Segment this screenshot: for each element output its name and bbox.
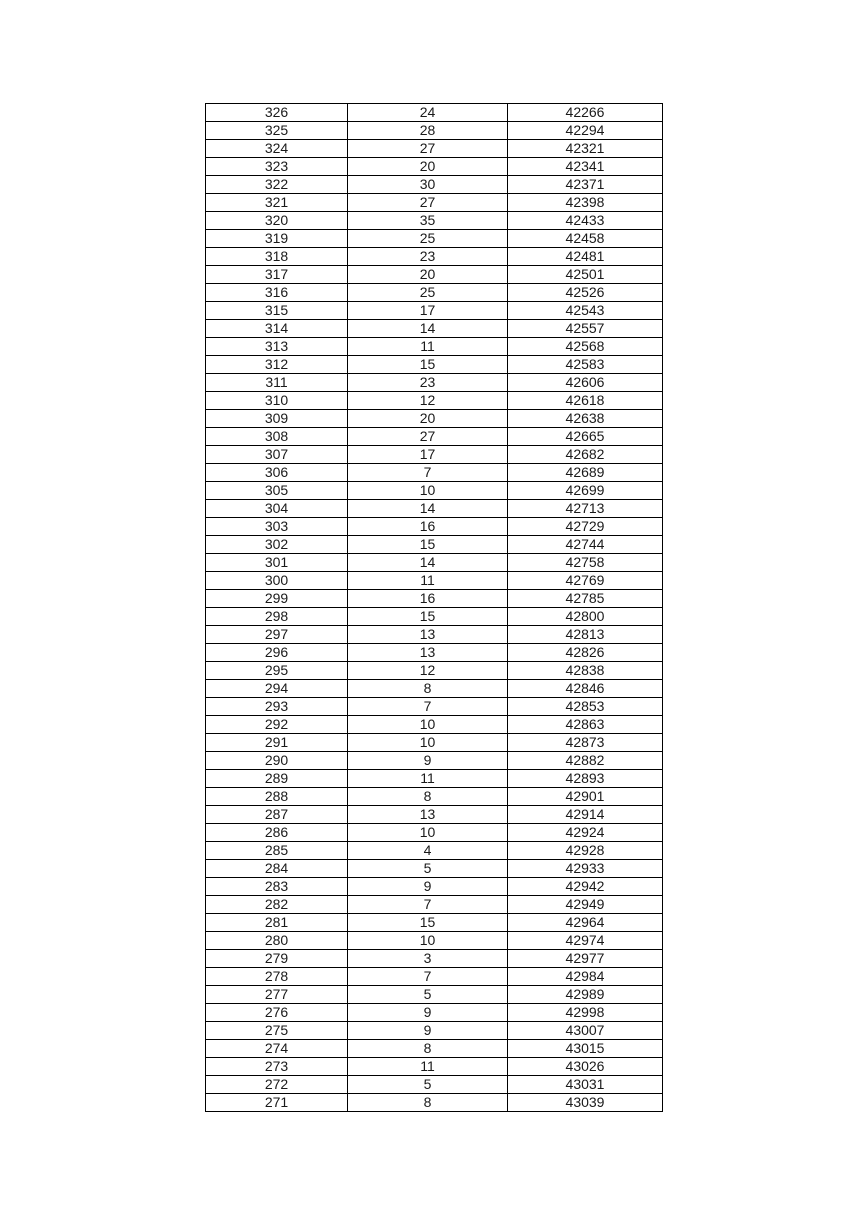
table-cell: 42974 [508,932,663,950]
data-table [205,103,663,1112]
table-row [206,572,663,590]
table-row [206,932,663,950]
table-cell: 324 [206,140,348,158]
table-cell: 11 [348,338,508,356]
table-row [206,428,663,446]
table-cell: 4 [348,842,508,860]
table-cell: 42501 [508,266,663,284]
table-cell: 16 [348,590,508,608]
table-cell: 42543 [508,302,663,320]
table-cell: 42606 [508,374,663,392]
table-cell: 20 [348,410,508,428]
table-cell: 42949 [508,896,663,914]
table-cell: 42924 [508,824,663,842]
table-cell: 25 [348,230,508,248]
table-cell: 43015 [508,1040,663,1058]
table-cell: 42873 [508,734,663,752]
table-cell: 5 [348,986,508,1004]
table-cell: 9 [348,1022,508,1040]
table-cell: 42729 [508,518,663,536]
table-row [206,392,663,410]
table-cell: 42526 [508,284,663,302]
table-row [206,716,663,734]
table-cell: 42266 [508,104,663,122]
table-cell: 42882 [508,752,663,770]
table-cell: 305 [206,482,348,500]
table-cell: 302 [206,536,348,554]
table-row [206,140,663,158]
table-cell: 308 [206,428,348,446]
table-cell: 42557 [508,320,663,338]
table-cell: 42989 [508,986,663,1004]
table-row [206,464,663,482]
table-cell: 299 [206,590,348,608]
table-cell: 297 [206,626,348,644]
table-row [206,788,663,806]
table-cell: 35 [348,212,508,230]
table-cell: 23 [348,374,508,392]
table-cell: 288 [206,788,348,806]
table-cell: 7 [348,896,508,914]
table-cell: 42977 [508,950,663,968]
table-row [206,950,663,968]
table-row [206,1004,663,1022]
table-cell: 15 [348,914,508,932]
table-cell: 43039 [508,1094,663,1112]
table-cell: 42826 [508,644,663,662]
table-row [206,536,663,554]
table-cell: 9 [348,752,508,770]
table-cell: 301 [206,554,348,572]
table-cell: 9 [348,878,508,896]
table-cell: 11 [348,1058,508,1076]
table-cell: 306 [206,464,348,482]
table-cell: 5 [348,860,508,878]
table-row [206,1022,663,1040]
table-cell: 42914 [508,806,663,824]
table-row [206,1094,663,1112]
table-cell: 42928 [508,842,663,860]
table-row [206,284,663,302]
table-row [206,608,663,626]
table-cell: 7 [348,698,508,716]
table-cell: 284 [206,860,348,878]
table-cell: 42568 [508,338,663,356]
table-cell: 293 [206,698,348,716]
table-cell: 321 [206,194,348,212]
table-row [206,770,663,788]
table-cell: 298 [206,608,348,626]
table-cell: 326 [206,104,348,122]
table-cell: 319 [206,230,348,248]
table-cell: 8 [348,1040,508,1058]
table-cell: 42321 [508,140,663,158]
table-row [206,806,663,824]
table-cell: 313 [206,338,348,356]
table-cell: 42458 [508,230,663,248]
table-cell: 311 [206,374,348,392]
table-cell: 27 [348,194,508,212]
table-row [206,554,663,572]
table-row [206,680,663,698]
table-cell: 42699 [508,482,663,500]
table-cell: 12 [348,392,508,410]
table-cell: 42713 [508,500,663,518]
table-row [206,446,663,464]
table-row [206,518,663,536]
table-row [206,986,663,1004]
table-cell: 42785 [508,590,663,608]
table-cell: 304 [206,500,348,518]
table-row [206,248,663,266]
table-cell: 42638 [508,410,663,428]
table-cell: 42838 [508,662,663,680]
table-cell: 25 [348,284,508,302]
table-cell: 15 [348,608,508,626]
table-row [206,212,663,230]
table-row [206,626,663,644]
table-cell: 42853 [508,698,663,716]
table-row [206,374,663,392]
table-cell: 291 [206,734,348,752]
table-cell: 5 [348,1076,508,1094]
table-row [206,734,663,752]
table-cell: 42964 [508,914,663,932]
table-cell: 322 [206,176,348,194]
table-row [206,320,663,338]
table-row [206,230,663,248]
table-cell: 303 [206,518,348,536]
table-cell: 292 [206,716,348,734]
table-cell: 279 [206,950,348,968]
table-cell: 272 [206,1076,348,1094]
table-cell: 8 [348,788,508,806]
table-cell: 287 [206,806,348,824]
table-cell: 275 [206,1022,348,1040]
table-cell: 42682 [508,446,663,464]
table-cell: 42901 [508,788,663,806]
table-cell: 42863 [508,716,663,734]
table-row [206,824,663,842]
table-cell: 42813 [508,626,663,644]
table-cell: 23 [348,248,508,266]
table-cell: 24 [348,104,508,122]
table-cell: 20 [348,266,508,284]
table-cell: 15 [348,356,508,374]
table-cell: 277 [206,986,348,1004]
table-cell: 295 [206,662,348,680]
table-row [206,302,663,320]
table-cell: 273 [206,1058,348,1076]
table-cell: 317 [206,266,348,284]
table-row [206,914,663,932]
table-cell: 11 [348,572,508,590]
table-cell: 10 [348,482,508,500]
table-cell: 27 [348,140,508,158]
table-row [206,1058,663,1076]
table-row [206,122,663,140]
table-cell: 307 [206,446,348,464]
table-cell: 42398 [508,194,663,212]
table-cell: 314 [206,320,348,338]
table-cell: 42933 [508,860,663,878]
table-cell: 42800 [508,608,663,626]
table-row [206,1040,663,1058]
table-cell: 42744 [508,536,663,554]
table-cell: 42481 [508,248,663,266]
table-row [206,338,663,356]
table-cell: 42984 [508,968,663,986]
table-cell: 323 [206,158,348,176]
table-cell: 11 [348,770,508,788]
table-cell: 325 [206,122,348,140]
table-row [206,698,663,716]
table-cell: 16 [348,518,508,536]
table-cell: 15 [348,536,508,554]
table-cell: 8 [348,680,508,698]
table-row [206,194,663,212]
table-cell: 14 [348,500,508,518]
table-cell: 8 [348,1094,508,1112]
table-cell: 320 [206,212,348,230]
table-cell: 309 [206,410,348,428]
table-row [206,158,663,176]
table-cell: 316 [206,284,348,302]
table-cell: 281 [206,914,348,932]
table-cell: 9 [348,1004,508,1022]
table-cell: 289 [206,770,348,788]
table-row [206,410,663,428]
table-cell: 13 [348,644,508,662]
table-cell: 10 [348,932,508,950]
table-cell: 280 [206,932,348,950]
table-cell: 20 [348,158,508,176]
table-cell: 318 [206,248,348,266]
table-cell: 42433 [508,212,663,230]
table-row [206,1076,663,1094]
table-cell: 13 [348,626,508,644]
table-cell: 27 [348,428,508,446]
document-page-table-region [205,103,663,1112]
table-cell: 17 [348,446,508,464]
table-cell: 274 [206,1040,348,1058]
table-cell: 7 [348,968,508,986]
table-cell: 271 [206,1094,348,1112]
table-row [206,968,663,986]
table-cell: 42758 [508,554,663,572]
table-cell: 7 [348,464,508,482]
table-cell: 276 [206,1004,348,1022]
table-cell: 42846 [508,680,663,698]
table-row [206,104,663,122]
table-row [206,500,663,518]
table-cell: 42618 [508,392,663,410]
table-row [206,662,663,680]
table-row [206,878,663,896]
table-row [206,266,663,284]
table-cell: 285 [206,842,348,860]
table-cell: 310 [206,392,348,410]
table-cell: 10 [348,716,508,734]
table-row [206,356,663,374]
table-cell: 300 [206,572,348,590]
table-row [206,176,663,194]
table-cell: 283 [206,878,348,896]
table-cell: 13 [348,806,508,824]
table-cell: 12 [348,662,508,680]
table-cell: 42893 [508,770,663,788]
table-row [206,842,663,860]
table-cell: 43031 [508,1076,663,1094]
table-cell: 290 [206,752,348,770]
table-row [206,482,663,500]
table-cell: 315 [206,302,348,320]
table-cell: 42294 [508,122,663,140]
table-cell: 312 [206,356,348,374]
table-cell: 286 [206,824,348,842]
table-row [206,896,663,914]
table-cell: 28 [348,122,508,140]
table-cell: 42942 [508,878,663,896]
table-cell: 10 [348,734,508,752]
table-cell: 10 [348,824,508,842]
table-cell: 43007 [508,1022,663,1040]
table-cell: 30 [348,176,508,194]
table-row [206,752,663,770]
table-cell: 3 [348,950,508,968]
table-cell: 42341 [508,158,663,176]
table-cell: 278 [206,968,348,986]
table-cell: 294 [206,680,348,698]
table-row [206,644,663,662]
table-cell: 296 [206,644,348,662]
table-cell: 42998 [508,1004,663,1022]
table-cell: 14 [348,554,508,572]
table-cell: 42689 [508,464,663,482]
table-cell: 42371 [508,176,663,194]
table-row [206,860,663,878]
table-cell: 17 [348,302,508,320]
table-cell: 42769 [508,572,663,590]
table-row [206,590,663,608]
table-body [206,104,663,1112]
table-cell: 42583 [508,356,663,374]
table-cell: 42665 [508,428,663,446]
table-cell: 14 [348,320,508,338]
table-cell: 43026 [508,1058,663,1076]
table-cell: 282 [206,896,348,914]
